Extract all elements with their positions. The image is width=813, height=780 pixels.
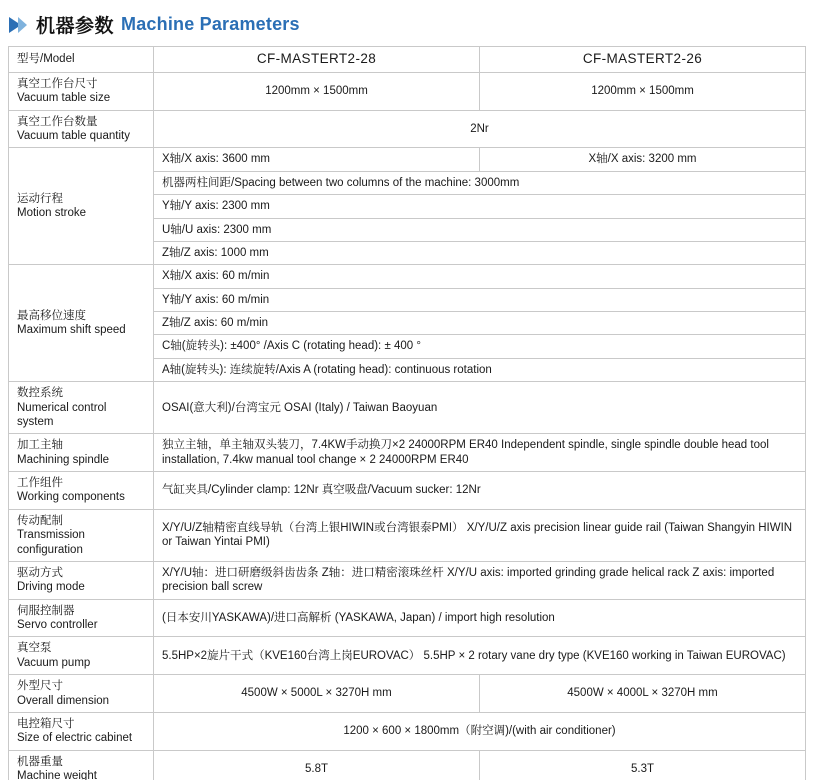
cell-electric-cabinet-size: 1200 × 600 × 1800mm（附空调)/(with air conditioner) [154,712,806,750]
cell-motion-stroke-u: U轴/U axis: 2300 mm [154,218,806,241]
page-title-cn: 机器参数 [36,15,115,37]
cell-working-components: 气缸夹具/Cylinder clamp: 12Nr 真空吸盘/Vacuum sucker: 12Nr [154,472,806,510]
cell-transmission-configuration: X/Y/U/Z轴精密直线导轨（台湾上银HIWIN或台湾银泰PMI） X/Y/U/Z axis precision linear guide rail (Taiwan Shangyin HIWIN or Taiwan Yintai PMI) [154,509,806,561]
table-row [9,712,806,750]
table-row [9,599,806,637]
cell-vacuum-table-quantity: 2Nr [154,110,806,148]
row-label-overall-dimension: 外型尺寸 Overall dimension [9,675,154,713]
page-title-en: Machine Parameters [121,13,300,34]
table-row [9,561,806,599]
row-label-transmission-configuration: 传动配制 Transmission configuration [9,509,154,561]
column-header-model: 型号/Model [9,47,154,73]
table-row [9,509,806,561]
cell-machine-weight-1: 5.8T [154,750,480,780]
cell-servo-controller: (日本安川YASKAWA)/进口高解析 (YASKAWA, Japan) / import high resolution [154,599,806,637]
table-row [9,148,806,171]
row-label-driving-mode: 驱动方式 Driving mode [9,561,154,599]
column-header-model-2: CF-MASTERT2-26 [480,47,806,73]
table-row [9,637,806,675]
row-label-vacuum-table-size: 真空工作台尺寸 Vacuum table size [9,72,154,110]
arrow-right-icon [8,15,28,35]
row-label-electric-cabinet-size: 电控箱尺寸 Size of electric cabinet [9,712,154,750]
row-label-machine-weight: 机器重量 Machine weight [9,750,154,780]
cell-motion-stroke-z: Z轴/Z axis: 1000 mm [154,241,806,264]
table-row [9,265,806,288]
row-label-numerical-control-system: 数控系统 Numerical control system [9,382,154,434]
table-row [9,675,806,713]
cell-numerical-control-system: OSAI(意大利)/台湾宝元 OSAI (Italy) / Taiwan Baoyuan [154,382,806,434]
cell-overall-dimension-2: 4500W × 4000L × 3270H mm [480,675,806,713]
cell-shift-speed-a: A轴(旋转头): 连续旋转/Axis A (rotating head): continuous rotation [154,358,806,381]
cell-motion-stroke-x-2: X轴/X axis: 3200 mm [480,148,806,171]
row-label-maximum-shift-speed: 最高移位速度 Maximum shift speed [9,265,154,382]
table-row [9,434,806,472]
cell-machine-weight-2: 5.3T [480,750,806,780]
table-row [9,110,806,148]
cell-overall-dimension-1: 4500W × 5000L × 3270H mm [154,675,480,713]
cell-shift-speed-c: C轴(旋转头): ±400° /Axis C (rotating head): ± 400 ° [154,335,806,358]
table-row [9,750,806,780]
cell-motion-stroke-y: Y轴/Y axis: 2300 mm [154,195,806,218]
cell-vacuum-pump: 5.5HP×2旋片干式（KVE160台湾上岗EUROVAC） 5.5HP × 2 rotary vane dry type (KVE160 working in Taiwan EUROVAC) [154,637,806,675]
cell-machining-spindle: 独立主轴，单主轴双头装刀，7.4KW手动换刀×2 24000RPM ER40 Independent spindle, single spindle double head tool installation, 7.4kw manual tool change × 2 24000RPM ER40 [154,434,806,472]
table-header-row [9,47,806,73]
cell-vacuum-table-size-1: 1200mm × 1500mm [154,72,480,110]
cell-shift-speed-x: X轴/X axis: 60 m/min [154,265,806,288]
table-row [9,382,806,434]
cell-motion-stroke-x-1: X轴/X axis: 3600 mm [154,148,480,171]
page-header [0,0,813,46]
cell-shift-speed-z: Z轴/Z axis: 60 m/min [154,312,806,335]
table-row [9,72,806,110]
cell-motion-stroke-column-spacing: 机器两柱间距/Spacing between two columns of the machine: 3000mm [154,171,806,194]
row-label-vacuum-pump: 真空泵 Vacuum pump [9,637,154,675]
row-label-working-components: 工作组件 Working components [9,472,154,510]
cell-vacuum-table-size-2: 1200mm × 1500mm [480,72,806,110]
machine-parameters-table [8,46,806,780]
cell-driving-mode: X/Y/U轴：进口研磨级斜齿齿条 Z轴：进口精密滚珠丝杆 X/Y/U axis: imported grinding grade helical rack Z axis: imported precision ball screw [154,561,806,599]
row-label-servo-controller: 伺服控制器 Servo controller [9,599,154,637]
cell-shift-speed-y: Y轴/Y axis: 60 m/min [154,288,806,311]
row-label-vacuum-table-quantity: 真空工作台数量 Vacuum table quantity [9,110,154,148]
row-label-motion-stroke: 运动行程 Motion stroke [9,148,154,265]
column-header-model-1: CF-MASTERT2-28 [154,47,480,73]
table-row [9,472,806,510]
row-label-machining-spindle: 加工主轴 Machining spindle [9,434,154,472]
